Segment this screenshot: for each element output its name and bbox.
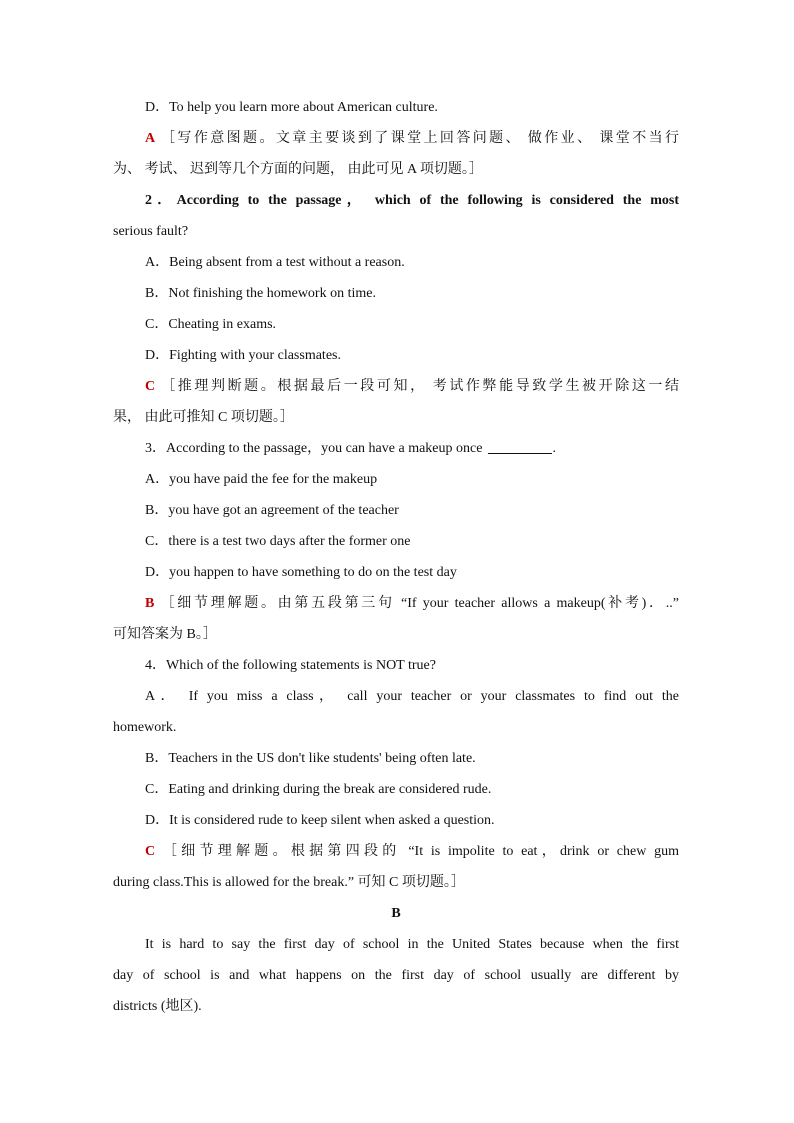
q1-answer: A bbox=[145, 131, 156, 146]
q2-explanation-text1: ［推理判断题。根据最后一段可知， 考试作弊能导致学生被开除这一结 bbox=[161, 379, 679, 394]
q1-explanation-line1 bbox=[113, 123, 679, 154]
section-b-title: B bbox=[391, 906, 401, 921]
q2-option-d: D．Fighting with your classmates. bbox=[145, 348, 341, 363]
q2-stem-line1 bbox=[113, 185, 679, 216]
q2-stem-text1: 2．According to the passage， which of the following is considered the most bbox=[145, 193, 679, 208]
q3-explanation-line1 bbox=[113, 588, 679, 619]
q4-answer: C bbox=[145, 844, 156, 859]
q3-option-a: A．you have paid the fee for the makeup bbox=[145, 472, 378, 487]
q3-option-d: D．you happen to have something to do on the test day bbox=[145, 565, 457, 580]
q3-option-c: C．there is a test two days after the former one bbox=[145, 534, 411, 549]
document-page bbox=[113, 92, 679, 1022]
q1-explanation-line2: 为、 考试、 迟到等几个方面的问题， 由此可见 A 项切题。］ bbox=[113, 162, 483, 177]
q4-option-a-line1: A． If you miss a class， call your teacher or your classmates to find out the bbox=[145, 689, 679, 704]
q3-explanation-text1: ［细节理解题。由第五段第三句 “If your teacher allows a makeup(补考)．..” bbox=[160, 596, 679, 611]
q4-option-a-line2: homework. bbox=[113, 720, 177, 735]
q4-option-c: C．Eating and drinking during the break are considered rude. bbox=[145, 782, 492, 797]
section-b-line3: districts (地区). bbox=[113, 999, 202, 1014]
q2-explanation-line2: 果， 由此可推知 C 项切题。］ bbox=[113, 410, 294, 425]
q4-explanation-line2: during class.This is allowed for the break.” 可知 C 项切题。］ bbox=[113, 875, 465, 890]
q4-explanation-line1 bbox=[113, 836, 679, 867]
q2-option-a: A．Being absent from a test without a reason. bbox=[145, 255, 405, 270]
q4-explanation-text1: ［细节理解题。根据第四段的 “It is impolite to eat，drink or chew gum bbox=[162, 844, 679, 859]
section-b-line2: day of school is and what happens on the first day of school usually are different by bbox=[113, 968, 679, 983]
q1-explanation-text1: ［写作意图题。文章主要谈到了课堂上回答问题、 做作业、 课堂不当行 bbox=[161, 131, 679, 146]
q3-answer-blank bbox=[488, 439, 552, 454]
q3-answer: B bbox=[145, 596, 155, 611]
q3-stem-end: . bbox=[552, 441, 556, 456]
section-b-line1: It is hard to say the first day of school in the United States because when the first bbox=[145, 937, 679, 952]
q3-option-b: B．you have got an agreement of the teacher bbox=[145, 503, 399, 518]
q2-answer: C bbox=[145, 379, 156, 394]
q2-option-c: C．Cheating in exams. bbox=[145, 317, 277, 332]
q4-option-d: D．It is considered rude to keep silent when asked a question. bbox=[145, 813, 495, 828]
q4-option-b: B．Teachers in the US don't like students' being often late. bbox=[145, 751, 476, 766]
q3-explanation-line2: 可知答案为 B。］ bbox=[113, 627, 217, 642]
q2-option-b: B．Not finishing the homework on time. bbox=[145, 286, 376, 301]
q1-option-d: D．To help you learn more about American culture. bbox=[145, 100, 438, 115]
q3-stem bbox=[113, 433, 679, 464]
q3-stem-text: 3．According to the passage，you can have a makeup once bbox=[145, 441, 483, 456]
q2-stem-line2: serious fault? bbox=[113, 224, 189, 239]
q4-stem: 4．Which of the following statements is NOT true? bbox=[145, 658, 436, 673]
q2-explanation-line1 bbox=[113, 371, 679, 402]
